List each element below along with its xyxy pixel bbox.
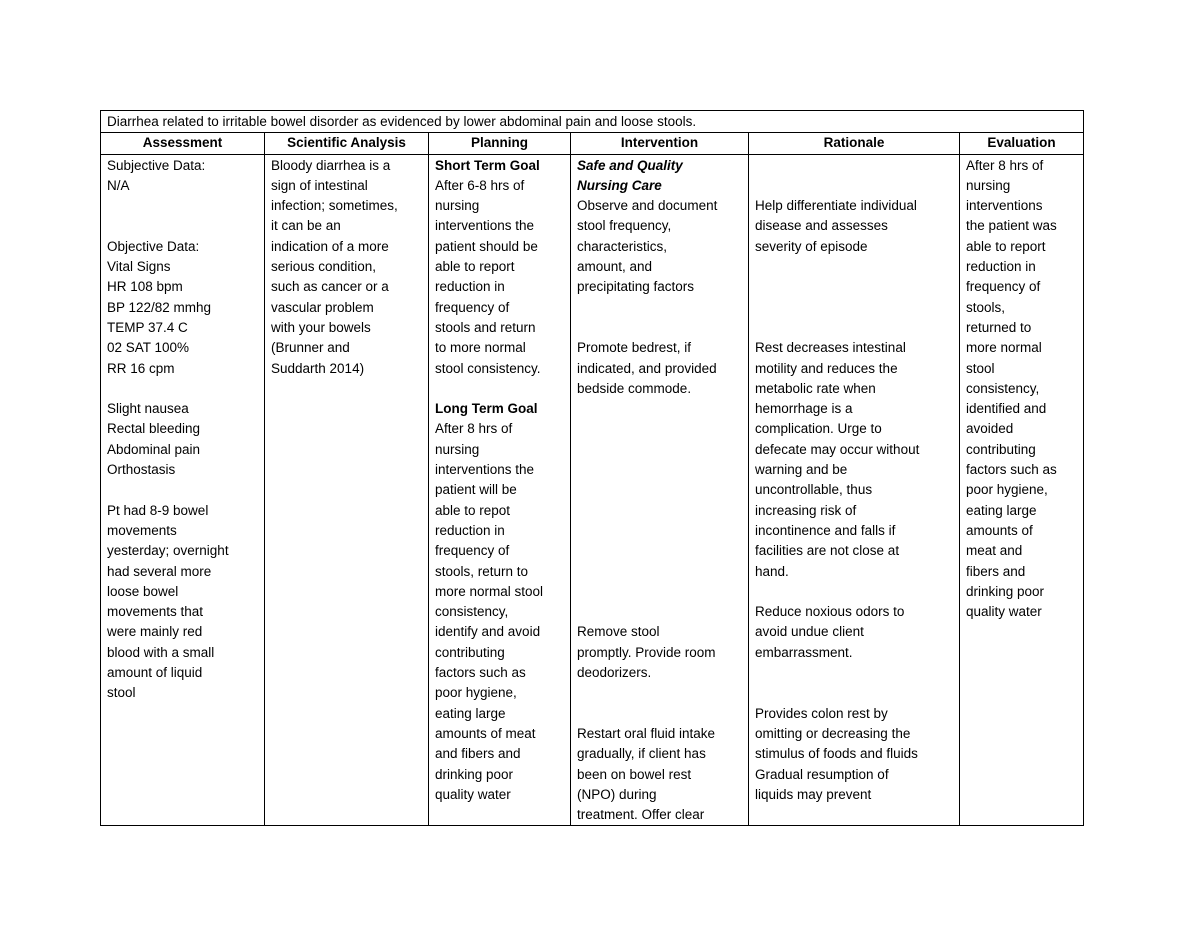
cell-text-line bbox=[755, 156, 953, 176]
cell-text-line: liquids may prevent bbox=[755, 786, 872, 802]
cell-text-line: more normal stool bbox=[435, 583, 544, 599]
cell-text-line: increasing risk of bbox=[755, 502, 857, 518]
cell-text-line bbox=[577, 460, 742, 480]
cell-text-line: incontinence and falls if bbox=[755, 522, 896, 538]
cell-text-line: able to report bbox=[435, 259, 515, 275]
cell-text-line: with your bowels bbox=[271, 319, 371, 335]
cell-text-line: movements bbox=[107, 522, 177, 538]
cell-text-line bbox=[755, 176, 953, 196]
cell-text-line: the patient was bbox=[966, 218, 1057, 234]
intervention-lines bbox=[577, 196, 742, 825]
cell-text-line: uncontrollable, thus bbox=[755, 482, 873, 498]
cell-text-line: Vital Signs bbox=[107, 259, 171, 275]
cell-text-line: movements that bbox=[107, 604, 204, 620]
cell-text-line: Help differentiate individual bbox=[755, 198, 917, 214]
cell-text-line: fibers and bbox=[966, 563, 1026, 579]
cell-text-line bbox=[577, 399, 742, 419]
cell-text-line: patient will be bbox=[435, 482, 517, 498]
cell-text-line: reduction in bbox=[966, 259, 1036, 275]
cell-text-line bbox=[107, 196, 258, 216]
cell-text-line bbox=[107, 379, 258, 399]
cell-text-line: patient should be bbox=[435, 238, 538, 254]
cell-text-line: stool bbox=[966, 360, 995, 376]
cell-text-line: HR 108 bpm bbox=[107, 279, 183, 295]
cell-text-line: metabolic rate when bbox=[755, 380, 876, 396]
short-term-goal-heading: Short Term Goal bbox=[435, 157, 540, 173]
cell-text-line: factors such as bbox=[435, 665, 526, 681]
cell-text-line: able to repot bbox=[435, 502, 511, 518]
cell-text-line: Abdominal pain bbox=[107, 441, 201, 457]
cell-text-line: it can be an bbox=[271, 218, 341, 234]
cell-text-line bbox=[577, 602, 742, 622]
cell-text-line: serious condition, bbox=[271, 259, 377, 275]
cell-text-line: stimulus of foods and fluids bbox=[755, 746, 918, 762]
cell-text-line: nursing bbox=[435, 441, 480, 457]
cell-text-line bbox=[577, 562, 742, 582]
cell-text-line: able to report bbox=[966, 238, 1046, 254]
nursing-care-plan-table bbox=[100, 110, 1084, 826]
cell-text-line: deodorizers. bbox=[577, 665, 652, 681]
cell-text-line: gradually, if client has bbox=[577, 746, 706, 762]
cell-text-line: avoid undue client bbox=[755, 624, 864, 640]
cell-text-line: promptly. Provide room bbox=[577, 644, 716, 660]
cell-text-line bbox=[755, 277, 953, 297]
cell-text-line: identify and avoid bbox=[435, 624, 541, 640]
cell-text-line: and fibers and bbox=[435, 746, 521, 762]
long-term-goal-heading: Long Term Goal bbox=[435, 401, 538, 417]
cell-text-line: drinking poor bbox=[966, 583, 1045, 599]
cell-text-line: such as cancer or a bbox=[271, 279, 389, 295]
cell-text-line: drinking poor bbox=[435, 766, 514, 782]
planning-spacer bbox=[435, 379, 564, 399]
cell-text-line: Suddarth 2014) bbox=[271, 360, 365, 376]
cell-text-line: returned to bbox=[966, 319, 1032, 335]
cell-text-line: contributing bbox=[966, 441, 1036, 457]
assessment-lines bbox=[107, 156, 258, 704]
cell-text-line bbox=[107, 216, 258, 236]
cell-text-line: stools, bbox=[966, 299, 1006, 315]
cell-text-line: hand. bbox=[755, 563, 789, 579]
cell-text-line: avoided bbox=[966, 421, 1014, 437]
diagnosis-row bbox=[101, 111, 1084, 133]
care-plan-body-row bbox=[101, 154, 1084, 826]
cell-text-line bbox=[107, 480, 258, 500]
header-planning: Planning bbox=[429, 133, 571, 154]
cell-text-line: Promote bedrest, if bbox=[577, 340, 692, 356]
cell-text-line bbox=[755, 582, 953, 602]
cell-text-line: identified and bbox=[966, 401, 1047, 417]
header-scientific-analysis: Scientific Analysis bbox=[265, 133, 429, 154]
cell-text-line: disease and assesses bbox=[755, 218, 888, 234]
cell-text-line bbox=[755, 683, 953, 703]
cell-text-line: eating large bbox=[435, 705, 506, 721]
intervention-heading-line-1: Safe and Quality bbox=[577, 157, 683, 173]
cell-text-line: embarrassment. bbox=[755, 644, 853, 660]
cell-text-line: severity of episode bbox=[755, 238, 868, 254]
cell-text-line: Rest decreases intestinal bbox=[755, 340, 906, 356]
cell-text-line: warning and be bbox=[755, 462, 848, 478]
cell-text-line: (NPO) during bbox=[577, 786, 657, 802]
cell-text-line: reduction in bbox=[435, 279, 505, 295]
cell-text-line: (Brunner and bbox=[271, 340, 350, 356]
evaluation-cell bbox=[960, 154, 1084, 826]
cell-text-line: treatment. Offer clear bbox=[577, 807, 705, 823]
cell-text-line: Gradual resumption of bbox=[755, 766, 889, 782]
header-evaluation: Evaluation bbox=[960, 133, 1084, 154]
cell-text-line bbox=[577, 521, 742, 541]
cell-text-line bbox=[577, 582, 742, 602]
cell-text-line: interventions bbox=[966, 198, 1043, 214]
cell-text-line bbox=[577, 541, 742, 561]
cell-text-line: N/A bbox=[107, 177, 130, 193]
cell-text-line: bedside commode. bbox=[577, 380, 692, 396]
cell-text-line: After 6-8 hrs of bbox=[435, 177, 525, 193]
cell-text-line: quality water bbox=[966, 604, 1042, 620]
cell-text-line: Restart oral fluid intake bbox=[577, 725, 716, 741]
cell-text-line bbox=[577, 440, 742, 460]
intervention-heading-line-2: Nursing Care bbox=[577, 177, 662, 193]
cell-text-line: more normal bbox=[966, 340, 1042, 356]
cell-text-line: Reduce noxious odors to bbox=[755, 604, 905, 620]
assessment-cell bbox=[101, 154, 265, 826]
header-intervention: Intervention bbox=[571, 133, 749, 154]
cell-text-line: consistency, bbox=[966, 380, 1040, 396]
cell-text-line: stool frequency, bbox=[577, 218, 672, 234]
cell-text-line: indication of a more bbox=[271, 238, 389, 254]
cell-text-line: Subjective Data: bbox=[107, 157, 206, 173]
cell-text-line: Rectal bleeding bbox=[107, 421, 201, 437]
cell-text-line: sign of intestinal bbox=[271, 177, 368, 193]
long-term-goal-lines bbox=[435, 419, 564, 805]
cell-text-line bbox=[577, 318, 742, 338]
cell-text-line: contributing bbox=[435, 644, 505, 660]
cell-text-line bbox=[755, 298, 953, 318]
cell-text-line: omitting or decreasing the bbox=[755, 725, 911, 741]
cell-text-line: frequency of bbox=[966, 279, 1041, 295]
evaluation-lines bbox=[966, 156, 1077, 623]
header-assessment: Assessment bbox=[101, 133, 265, 154]
cell-text-line: After 8 hrs of bbox=[966, 157, 1044, 173]
cell-text-line: had several more bbox=[107, 563, 212, 579]
column-header-row bbox=[101, 133, 1084, 154]
cell-text-line: stools, return to bbox=[435, 563, 529, 579]
cell-text-line: complication. Urge to bbox=[755, 421, 882, 437]
cell-text-line: poor hygiene, bbox=[435, 685, 517, 701]
cell-text-line: precipitating factors bbox=[577, 279, 695, 295]
cell-text-line: amounts of meat bbox=[435, 725, 536, 741]
cell-text-line bbox=[755, 318, 953, 338]
cell-text-line: Observe and document bbox=[577, 198, 718, 214]
cell-text-line bbox=[577, 298, 742, 318]
cell-text-line: blood with a small bbox=[107, 644, 215, 660]
scientific-analysis-lines bbox=[271, 156, 422, 379]
cell-text-line: interventions the bbox=[435, 462, 535, 478]
cell-text-line: amounts of bbox=[966, 522, 1033, 538]
cell-text-line bbox=[755, 663, 953, 683]
cell-text-line: 02 SAT 100% bbox=[107, 340, 190, 356]
cell-text-line: hemorrhage is a bbox=[755, 401, 853, 417]
cell-text-line: consistency, bbox=[435, 604, 509, 620]
cell-text-line: facilities are not close at bbox=[755, 543, 900, 559]
cell-text-line: yesterday; overnight bbox=[107, 543, 229, 559]
cell-text-line: stool consistency. bbox=[435, 360, 541, 376]
cell-text-line: infection; sometimes, bbox=[271, 198, 398, 214]
cell-text-line: amount, and bbox=[577, 259, 653, 275]
cell-text-line: to more normal bbox=[435, 340, 526, 356]
cell-text-line: Provides colon rest by bbox=[755, 705, 888, 721]
cell-text-line: nursing bbox=[966, 177, 1011, 193]
cell-text-line: vascular problem bbox=[271, 299, 374, 315]
cell-text-line: eating large bbox=[966, 502, 1037, 518]
cell-text-line bbox=[577, 419, 742, 439]
cell-text-line: factors such as bbox=[966, 462, 1057, 478]
cell-text-line: were mainly red bbox=[107, 624, 203, 640]
cell-text-line bbox=[577, 704, 742, 724]
cell-text-line: defecate may occur without bbox=[755, 441, 920, 457]
cell-text-line: Objective Data: bbox=[107, 238, 200, 254]
cell-text-line: stools and return bbox=[435, 319, 536, 335]
nursing-diagnosis-title: Diarrhea related to irritable bowel disorder as evidenced by lower abdominal pain and loose stools. bbox=[101, 111, 1084, 133]
cell-text-line: quality water bbox=[435, 786, 511, 802]
cell-text-line: amount of liquid bbox=[107, 665, 203, 681]
cell-text-line: frequency of bbox=[435, 299, 510, 315]
cell-text-line bbox=[755, 257, 953, 277]
cell-text-line: poor hygiene, bbox=[966, 482, 1048, 498]
cell-text-line: BP 122/82 mmhg bbox=[107, 299, 212, 315]
cell-text-line: loose bowel bbox=[107, 583, 179, 599]
cell-text-line: meat and bbox=[966, 543, 1023, 559]
header-rationale: Rationale bbox=[749, 133, 960, 154]
cell-text-line: been on bowel rest bbox=[577, 766, 692, 782]
cell-text-line: motility and reduces the bbox=[755, 360, 898, 376]
cell-text-line: interventions the bbox=[435, 218, 535, 234]
cell-text-line bbox=[577, 501, 742, 521]
cell-text-line: Bloody diarrhea is a bbox=[271, 157, 391, 173]
cell-text-line: After 8 hrs of bbox=[435, 421, 513, 437]
intervention-cell bbox=[571, 154, 749, 826]
cell-text-line bbox=[577, 683, 742, 703]
cell-text-line: Pt had 8-9 bowel bbox=[107, 502, 209, 518]
cell-text-line: Remove stool bbox=[577, 624, 660, 640]
rationale-lines bbox=[755, 156, 953, 806]
planning-cell bbox=[429, 154, 571, 826]
cell-text-line bbox=[577, 480, 742, 500]
cell-text-line: indicated, and provided bbox=[577, 360, 717, 376]
cell-text-line: Orthostasis bbox=[107, 462, 176, 478]
cell-text-line: frequency of bbox=[435, 543, 510, 559]
scientific-analysis-cell bbox=[265, 154, 429, 826]
cell-text-line: reduction in bbox=[435, 522, 505, 538]
cell-text-line: TEMP 37.4 C bbox=[107, 319, 188, 335]
cell-text-line: stool bbox=[107, 685, 136, 701]
cell-text-line: nursing bbox=[435, 198, 480, 214]
cell-text-line: characteristics, bbox=[577, 238, 668, 254]
short-term-goal-lines bbox=[435, 176, 564, 379]
cell-text-line: Slight nausea bbox=[107, 401, 189, 417]
cell-text-line: RR 16 cpm bbox=[107, 360, 175, 376]
rationale-cell bbox=[749, 154, 960, 826]
